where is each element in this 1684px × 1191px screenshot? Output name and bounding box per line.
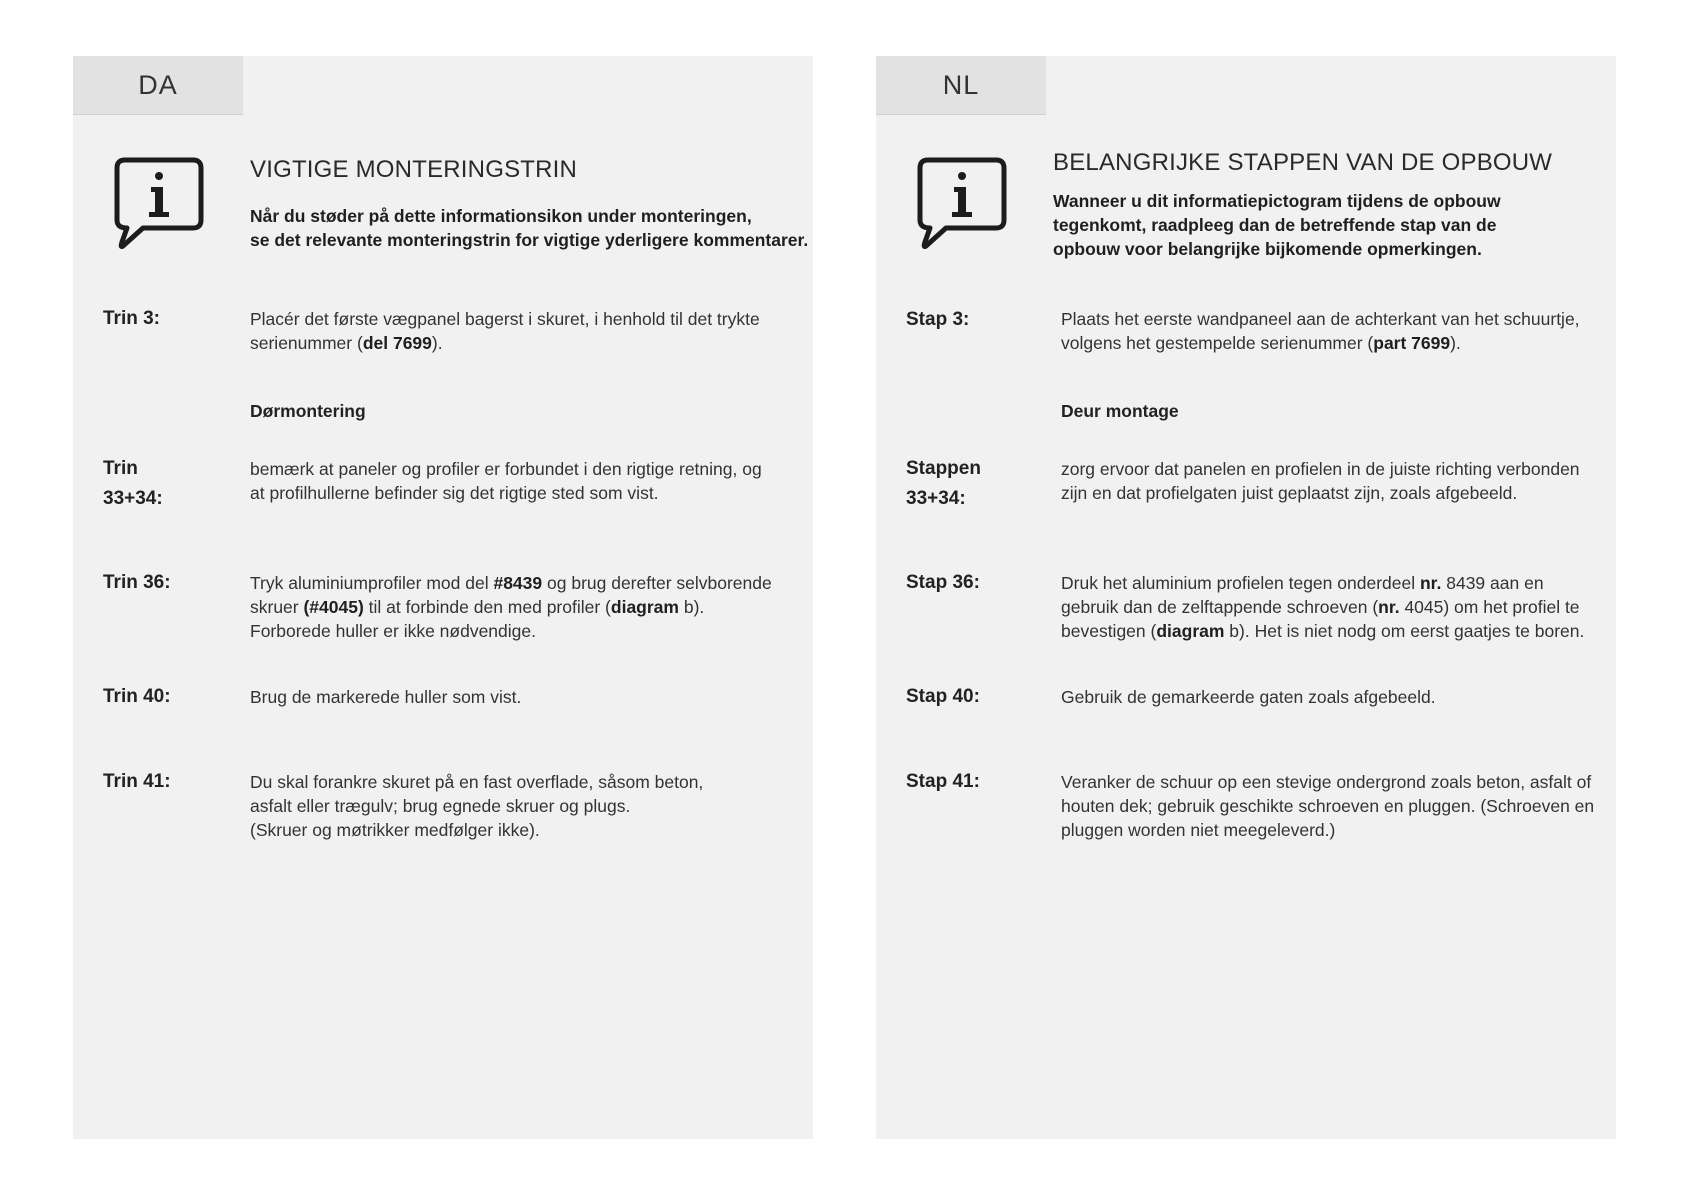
intro-text: Når du støder på dette informationsikon under monteringen, se det relevante monteringstrin for vigtige yderligere kommentarer. xyxy=(250,206,809,250)
step-label-36: Trin 36: xyxy=(103,572,171,593)
door-assembly-heading: Dørmontering xyxy=(250,401,366,421)
step-label-40: Stap 40: xyxy=(906,686,980,707)
step-label-33-34: Stappen 33+34: xyxy=(906,458,981,509)
step-text-3: Placér det første vægpanel bagerst i skuret, i henhold til det trykte serienummer (del 7699). xyxy=(250,309,760,353)
step-text-33-34: bemærk at paneler og profiler er forbundet i den rigtige retning, og at profilhullerne befinder sig det rigtige sted som vist. xyxy=(250,459,762,503)
step-label-3: Stap 3: xyxy=(906,309,970,330)
step-label-41: Stap 41: xyxy=(906,771,980,792)
info-speech-bubble-icon xyxy=(916,156,1008,252)
step-text-36: Druk het aluminium profielen tegen onderdeel nr. 8439 aan en gebruik dan de zelftappende schroeven (nr. 4045) om het profiel te bevestigen (diagram b). Het is niet nodg om eerst gaatjes te boren. xyxy=(1061,573,1585,641)
step-text-41: Du skal forankre skuret på en fast overflade, såsom beton, asfalt eller trægulv; brug egnede skruer og plugs. (Skruer og møtrikker medfølger ikke). xyxy=(250,772,704,840)
section-heading: VIGTIGE MONTERINGSTRIN xyxy=(250,156,578,183)
door-assembly-heading: Deur montage xyxy=(1061,401,1179,421)
step-text-40: Brug de markerede huller som vist. xyxy=(250,687,522,707)
intro-text: Wanneer u dit informatiepictogram tijdens de opbouw tegenkomt, raadpleeg dan de betreffende stap van de opbouw voor belangrijke bijkomende opmerkingen. xyxy=(1053,191,1501,259)
info-speech-bubble-icon xyxy=(113,156,205,252)
language-tab-da: DA xyxy=(73,56,243,115)
step-label-36: Stap 36: xyxy=(906,572,980,593)
step-text-41: Veranker de schuur op een stevige ondergrond zoals beton, asfalt of houten dek; gebruik geschikte schroeven en pluggen. (Schroeven en pluggen worden niet meegeleverd.) xyxy=(1061,772,1595,840)
step-label-41: Trin 41: xyxy=(103,771,171,792)
step-text-40: Gebruik de gemarkeerde gaten zoals afgebeeld. xyxy=(1061,687,1436,707)
page-danish xyxy=(73,56,813,1139)
language-tab-nl: NL xyxy=(876,56,1046,115)
step-label-33-34: Trin 33+34: xyxy=(103,458,163,509)
page-dutch xyxy=(876,56,1616,1139)
step-text-3: Plaats het eerste wandpaneel aan de achterkant van het schuurtje, volgens het gestempelde serienummer (part 7699). xyxy=(1061,309,1580,353)
step-text-33-34: zorg ervoor dat panelen en profielen in de juiste richting verbonden zijn en dat profielgaten juist geplaatst zijn, zoals afgebeeld. xyxy=(1061,459,1580,503)
step-label-3: Trin 3: xyxy=(103,308,161,329)
step-text-36: Tryk aluminiumprofiler mod del #8439 og brug derefter selvborende skruer (#4045) til at forbinde den med profiler (diagram b). Forborede huller er ikke nødvendige. xyxy=(250,573,772,641)
step-label-40: Trin 40: xyxy=(103,686,171,707)
section-heading: BELANGRIJKE STAPPEN VAN DE OPBOUW xyxy=(1053,149,1553,176)
